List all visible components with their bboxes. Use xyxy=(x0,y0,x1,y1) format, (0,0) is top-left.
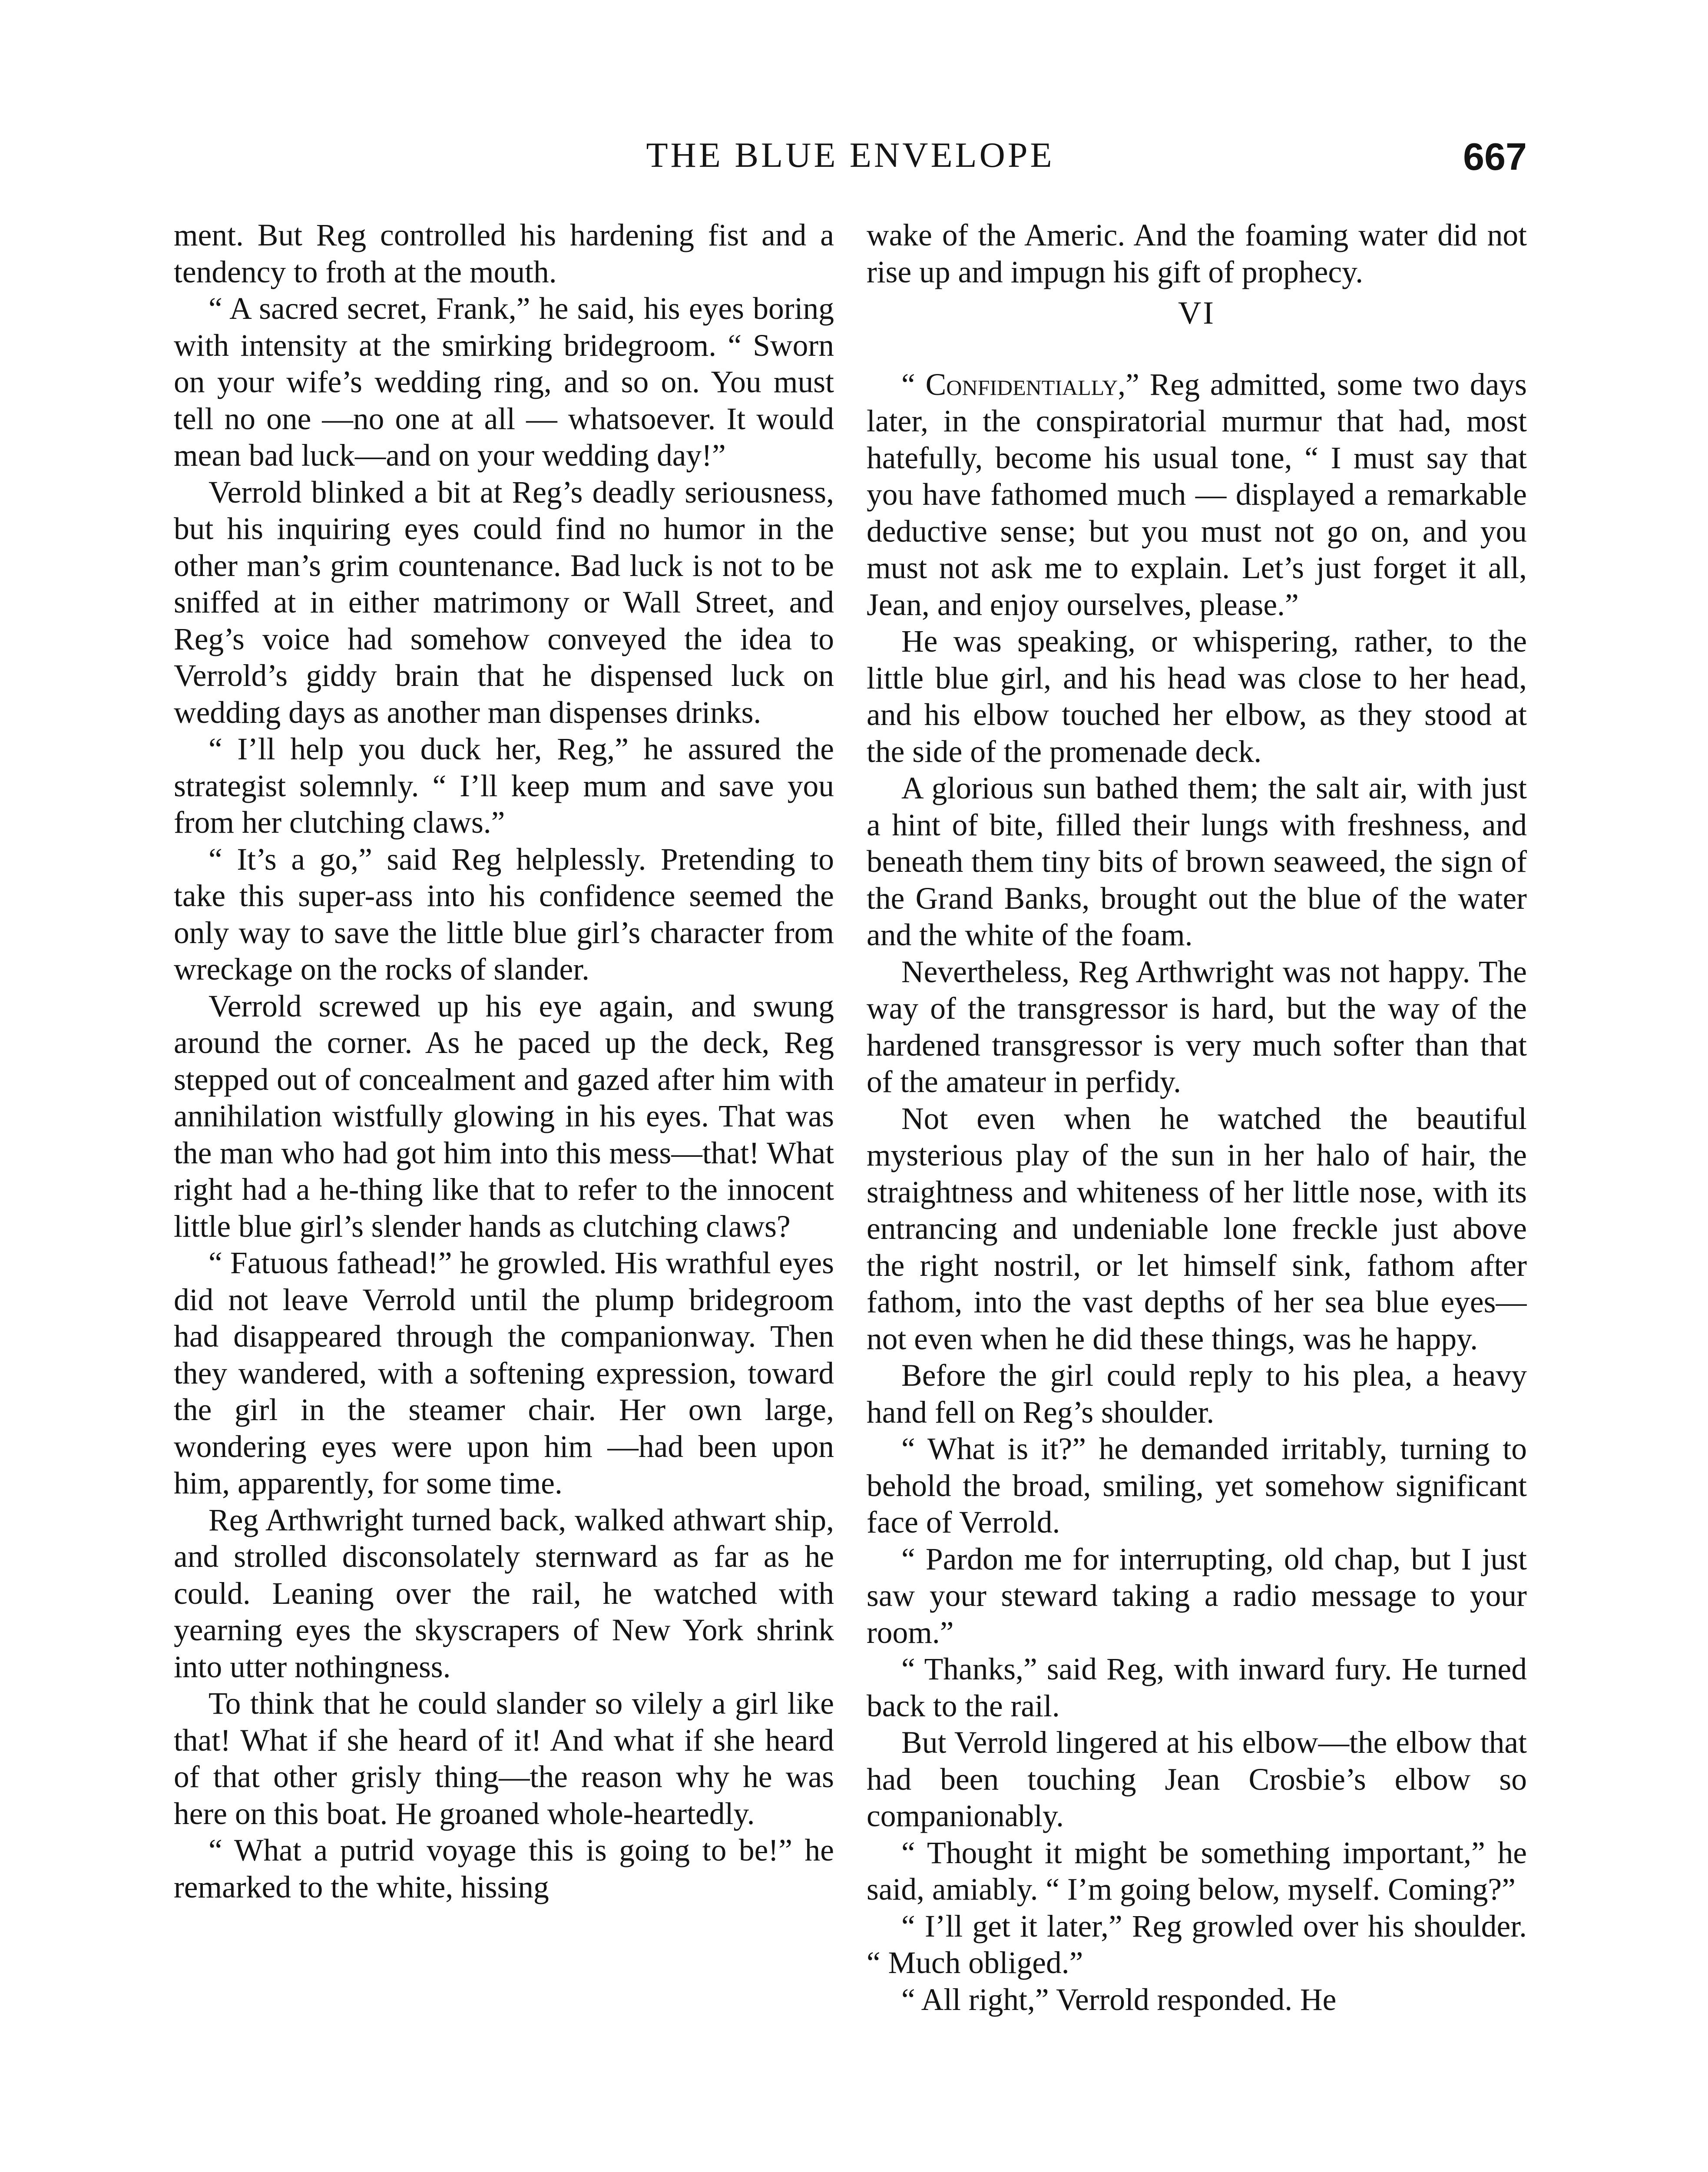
paragraph: “ Thanks,” said Reg, with inward fury. He turned back to the rail. xyxy=(867,1652,1527,1723)
paragraph: “ I’ll help you duck her, Reg,” he assured the strategist solemnly. “ I’ll keep mum and save you from her clutching claws.” xyxy=(174,732,834,840)
page-number: 667 xyxy=(1463,135,1527,178)
paragraph: “ Thought it might be something important,” he said, amiably. “ I’m going below, myself. Coming?” xyxy=(867,1835,1527,1907)
section-lead-paragraph xyxy=(867,367,1527,624)
left-column xyxy=(174,217,834,2172)
paragraph: “ A sacred secret, Frank,” he said, his eyes boring with intensity at the smirking bridegroom. “ Sworn on your wife’s wedding ring, and so on. You must tell no one —no one at all — whatsoever. It would mean bad luck—and on your wedding day!” xyxy=(174,291,834,473)
running-header xyxy=(174,135,1527,191)
section-heading: VI xyxy=(1178,295,1216,331)
paragraph: “ What is it?” he demanded irritably, turning to behold the broad, smiling, yet somehow significant face of Verrold. xyxy=(867,1432,1527,1540)
paragraph: “ Fatuous fathead!” he growled. His wrathful eyes did not leave Verrold until the plump bridegroom had disappeared through the companionway. Then they wandered, with a softening expression, toward the girl in the steamer chair. Her own large, wondering eyes were upon him —had been upon him, apparently, for some time. xyxy=(174,1246,834,1500)
paragraph: To think that he could slander so vilely a girl like that! What if she heard of it! And what if she heard of that other grisly thing—the reason why he was here on this boat. He groaned whole-heartedly. xyxy=(174,1686,834,1831)
paragraph: “ It’s a go,” said Reg helplessly. Pretending to take this super-ass into his confidence seemed the only way to save the little blue girl’s character from wreckage on the rocks of slander. xyxy=(174,842,834,987)
paragraph: He was speaking, or whispering, rather, to the little blue girl, and his head was close to her head, and his elbow touched her elbow, as they stood at the side of the promenade deck. xyxy=(867,624,1527,769)
paragraph: “ I’ll get it later,” Reg growled over his shoulder. “ Much obliged.” xyxy=(867,1909,1527,1980)
paragraph: Before the girl could reply to his plea, a heavy hand fell on Reg’s shoulder. xyxy=(867,1358,1527,1430)
small-caps-lead: Confidentially, xyxy=(925,367,1126,402)
paragraph: “ What a putrid voyage this is going to be!” he remarked to the white, hissing xyxy=(174,1833,834,1904)
paragraph: Verrold blinked a bit at Reg’s deadly seriousness, but his inquiring eyes could find no humor in the other man’s grim countenance. Bad luck is not to be sniffed at in either matrimony or Wall Street, and Reg’s voice had somehow conveyed the idea to Verrold’s giddy brain that he dispensed luck on wedding days as another man dispenses drinks. xyxy=(174,475,834,730)
lead-text: ” Reg admitted, some two days later, in the conspiratorial murmur that had, most hatefully, become his usual tone, “ I must say that you have fathomed much — displayed a remarkable deductive sense; but you must not go on, and you must not ask me to explain. Let’s just forget it all, Jean, and enjoy ourselves, please.” xyxy=(867,367,1527,622)
paragraph: Verrold screwed up his eye again, and swung around the corner. As he paced up the deck, Reg stepped out of concealment and gazed after him with annihilation wistfully glowing in his eyes. That was the man who had got him into this mess—that! What right had a he-thing like that to refer to the innocent little blue girl’s slender hands as clutching claws? xyxy=(174,989,834,1244)
paragraph: Nevertheless, Reg Arthwright was not happy. The way of the transgressor is hard, but the way of the hardened transgressor is very much softer than that of the amateur in perfidy. xyxy=(867,954,1527,1099)
paragraph: ment. But Reg controlled his hardening fist and a tendency to froth at the mouth. xyxy=(174,218,834,289)
paragraph: “ All right,” Verrold responded. He xyxy=(901,1982,1337,2017)
paragraph: Reg Arthwright turned back, walked athwart ship, and strolled disconsolately sternward as far as he could. Leaning over the rail, he watched with yearning eyes the skyscrapers of New York shrink into utter nothingness. xyxy=(174,1503,834,1684)
paragraph: But Verrold lingered at his elbow—the elbow that had been touching Jean Crosbie’s elbow so companionably. xyxy=(867,1725,1527,1833)
paragraph: A glorious sun bathed them; the salt air, with just a hint of bite, filled their lungs with freshness, and beneath them tiny bits of brown seaweed, the sign of the Grand Banks, brought out the blue of the water and the white of the foam. xyxy=(867,771,1527,952)
open-quote: “ xyxy=(901,367,926,402)
running-title: THE BLUE ENVELOPE xyxy=(646,135,1055,175)
right-column xyxy=(867,217,1527,2172)
paragraph: Not even when he watched the beautiful mysterious play of the sun in her halo of hair, the straightness and whiteness of her little nose, with its entrancing and undeniable lone freckle just above the right nostril, or let himself sink, fathom after fathom, into the vast depths of her sea blue eyes—not even when he did these things, was he happy. xyxy=(867,1101,1527,1356)
paragraph: “ Pardon me for interrupting, old chap, but I just saw your steward taking a radio message to your room.” xyxy=(867,1542,1527,1650)
paragraph: wake of the Americ. And the foaming water did not rise up and impugn his gift of prophecy. xyxy=(867,218,1527,289)
